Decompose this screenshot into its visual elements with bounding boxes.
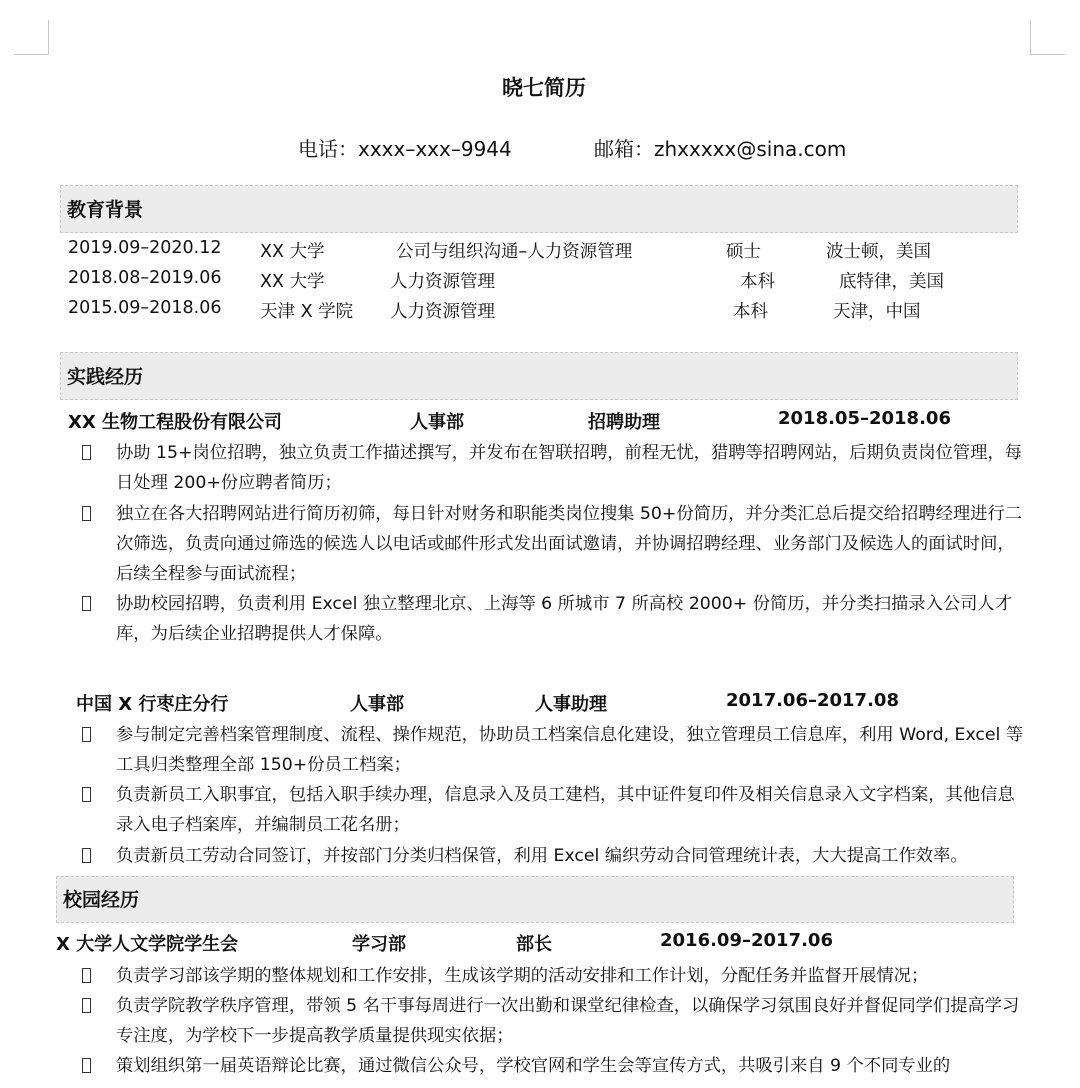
- list-item: 协助校园招聘，负责利用 Excel 独立整理北京、上海等 6 所城市 7 所高校 2000+ 份简历，并分类扫描录入公司人才库，为后续企业招聘提供人才保障。: [82, 589, 1032, 649]
- list-item: 负责新员工入职事宜，包括入职手续办理，信息录入及员工建档，其中证件复印件及相关信息录入文字档案，其他信息录入电子档案库，并编制员工花名册；: [82, 780, 1032, 840]
- education-school: XX 大学: [260, 272, 325, 292]
- education-location: 底特律，美国: [839, 272, 944, 292]
- section-header-education: 教育背景: [60, 185, 1018, 233]
- job-role: 人事助理: [535, 694, 607, 715]
- education-major: 人力资源管理: [390, 302, 495, 322]
- job-period: 2017.06–2017.08: [726, 690, 899, 711]
- bullet-box-icon: [82, 499, 96, 529]
- bullet-box-icon: [82, 961, 96, 991]
- page-corner-mark-top-right: [1030, 20, 1065, 55]
- list-item: 策划组织第一届英语辩论比赛，通过微信公众号，学校官网和学生会等宣传方式，共吸引来自 9 个不同专业的: [82, 1051, 1032, 1081]
- bullet-box-icon: [82, 720, 96, 750]
- contact-phone: 电话：xxxx–xxx–9944: [298, 137, 512, 161]
- page-corner-mark-top-left: [14, 20, 49, 55]
- section-header-practice: 实践经历: [60, 352, 1018, 400]
- list-item: 独立在各大招聘网站进行简历初筛，每日针对财务和职能类岗位搜集 50+份简历，并分类汇总后提交给招聘经理进行二次筛选，负责向通过筛选的候选人以电话或邮件形式发出面试邀请，并协调招聘经理、业务部门及候选人的面试时间，后续全程参与面试流程；: [82, 499, 1032, 589]
- job-department: 人事部: [410, 412, 464, 433]
- resume-title: 晓七简历: [502, 76, 586, 100]
- education-period: 2019.09–2020.12: [68, 238, 222, 258]
- education-major: 人力资源管理: [390, 272, 495, 292]
- education-major: 公司与组织沟通–人力资源管理: [396, 242, 633, 262]
- bullet-box-icon: [82, 1051, 96, 1081]
- education-location: 天津，中国: [833, 302, 921, 322]
- bullet-box-icon: [82, 841, 96, 871]
- bullet-box-icon: [82, 780, 96, 810]
- list-item: 参与制定完善档案管理制度、流程、操作规范，协助员工档案信息化建设，独立管理员工信息库，利用 Word, Excel 等工具归类整理全部 150+份员工档案；: [82, 720, 1032, 780]
- bullet-box-icon: [82, 589, 96, 619]
- job-department: 人事部: [350, 694, 404, 715]
- education-school: 天津 X 学院: [260, 302, 354, 322]
- job-company: XX 生物工程股份有限公司: [68, 412, 283, 433]
- section-header-campus: 校园经历: [56, 876, 1014, 923]
- education-degree: 本科: [740, 272, 775, 292]
- campus-role: 部长: [516, 934, 552, 955]
- job-role: 招聘助理: [588, 412, 660, 433]
- job-period: 2018.05–2018.06: [778, 408, 951, 429]
- campus-organization: X 大学人文学院学生会: [56, 934, 239, 955]
- bullet-box-icon: [82, 438, 96, 468]
- list-item: 负责学院教学秩序管理，带领 5 名干事每周进行一次出勤和课堂纪律检查，以确保学习氛围良好并督促同学们提高学习专注度，为学校下一步提高教学质量提供现实依据；: [82, 991, 1032, 1051]
- education-period: 2018.08–2019.06: [68, 268, 222, 288]
- campus-period: 2016.09–2017.06: [660, 930, 833, 951]
- education-school: XX 大学: [260, 242, 325, 262]
- campus-department: 学习部: [352, 934, 406, 955]
- education-period: 2015.09–2018.06: [68, 298, 222, 318]
- bullet-box-icon: [82, 991, 96, 1021]
- education-degree: 本科: [733, 302, 768, 322]
- job-company: 中国 X 行枣庄分行: [76, 694, 229, 715]
- list-item: 负责新员工劳动合同签订，并按部门分类归档保管，利用 Excel 编织劳动合同管理统计表，大大提高工作效率。: [82, 841, 1032, 871]
- education-location: 波士顿，美国: [826, 242, 931, 262]
- list-item: 协助 15+岗位招聘，独立负责工作描述撰写，并发布在智联招聘，前程无忧，猎聘等招聘网站，后期负责岗位管理，每日处理 200+份应聘者简历；: [82, 438, 1032, 498]
- list-item: 负责学习部该学期的整体规划和工作安排，生成该学期的活动安排和工作计划，分配任务并监督开展情况；: [82, 961, 1032, 991]
- education-degree: 硕士: [726, 242, 761, 262]
- contact-email: 邮箱：zhxxxxx@sina.com: [594, 137, 847, 161]
